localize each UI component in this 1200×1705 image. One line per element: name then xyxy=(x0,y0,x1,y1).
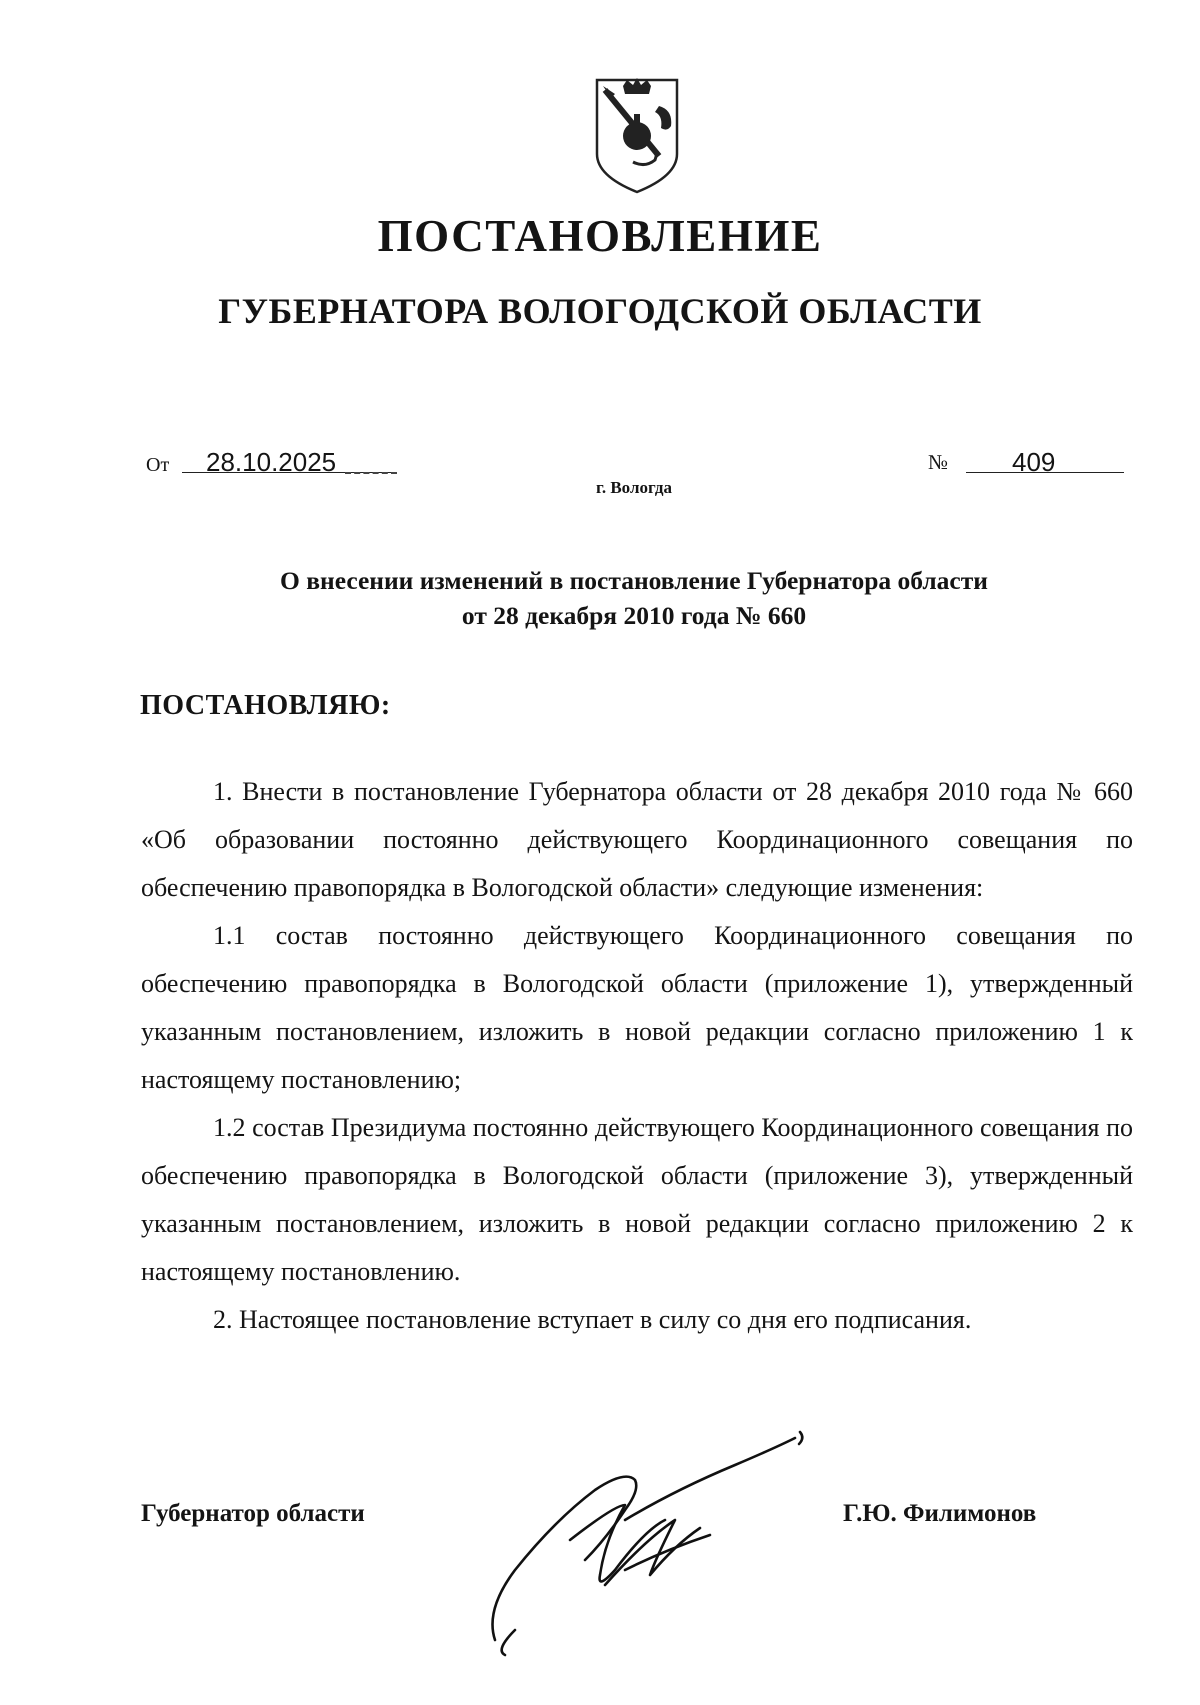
paragraph-1-1: 1.1 состав постоянно действующего Координационного совещания по обеспечению правопорядка в Вологодской области (приложение 1), утвержденный указанным постановлением, изложить в новой редакции согласно приложению 1 к настоящему постановлению; xyxy=(141,921,1133,1094)
document-number: 409 xyxy=(1012,447,1056,477)
paragraph-1: 1. Внести в постановление Губернатора области от 28 декабря 2010 года № 660 «Об образовании постоянно действующего Координационного совещания по обеспечению правопорядка в Вологодской области» следующие изменения: xyxy=(141,777,1133,902)
document-date: 28.10.2025 xyxy=(206,447,337,477)
handwritten-signature xyxy=(475,1410,815,1660)
document-type-title: ПОСТАНОВЛЕНИЕ xyxy=(377,211,823,261)
subject-line-1: О внесении изменений в постановление Губернатора области xyxy=(280,566,988,595)
decree-heading: ПОСТАНОВЛЯЮ: xyxy=(140,690,391,721)
signatory-position: Губернатор области xyxy=(141,1500,365,1527)
subject-line-2: от 28 декабря 2010 года № 660 xyxy=(461,601,807,630)
number-prefix-label: № xyxy=(928,450,949,474)
issuing-authority-title: ГУБЕРНАТОРА ВОЛОГОДСКОЙ ОБЛАСТИ xyxy=(218,291,982,331)
paragraph-1-2: 1.2 состав Президиума постоянно действующего Координационного совещания по обеспечению правопорядка в Вологодской области (приложение 3), утвержденный указанным постановлением, изложить в новой редакции согласно приложению 2 к настоящему постановлению. xyxy=(141,1113,1133,1286)
coat-of-arms-icon xyxy=(593,76,681,196)
signatory-name: Г.Ю. Филимонов xyxy=(843,1500,1037,1527)
paragraph-2: 2. Настоящее постановление вступает в силу со дня его подписания. xyxy=(213,1305,972,1334)
city-label: г. Вологда xyxy=(596,478,672,497)
document-body xyxy=(141,768,1133,1344)
date-underline-dashed xyxy=(345,472,397,474)
document-subject xyxy=(0,563,1200,633)
date-prefix-label: От xyxy=(146,454,170,476)
